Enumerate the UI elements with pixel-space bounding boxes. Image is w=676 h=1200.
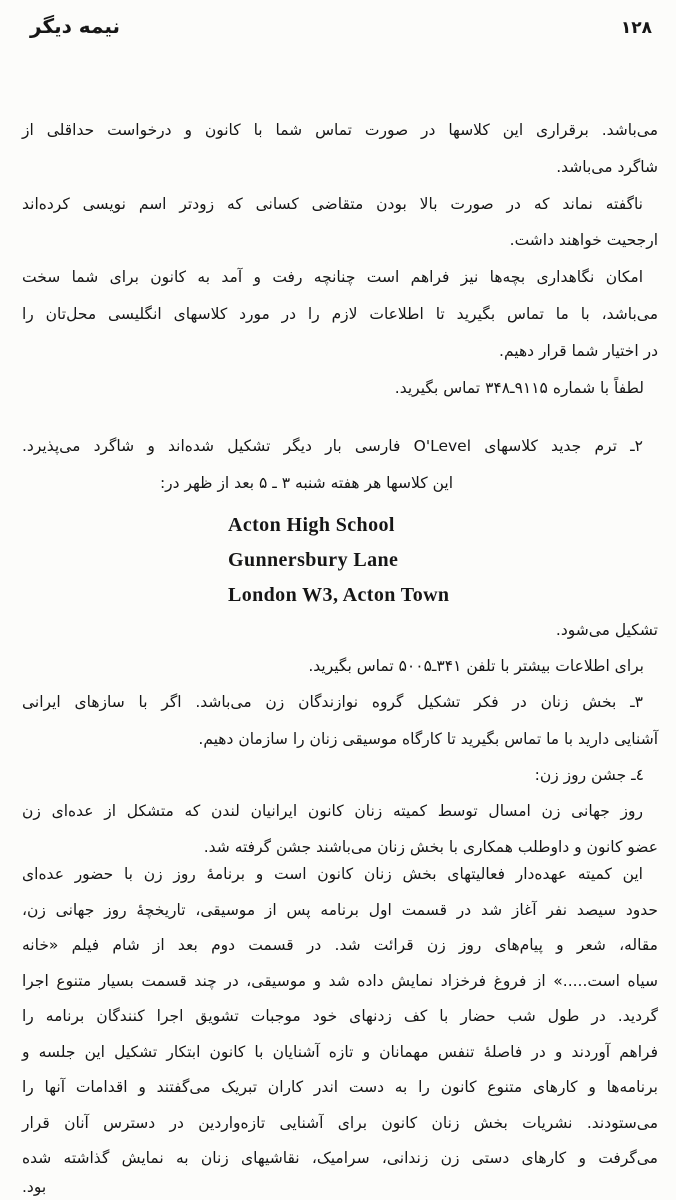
text-line: در اختیار شما قرار دهیم. xyxy=(499,341,658,360)
text-line: عضو کانون و داوطلب همکاری با بخش زنان می‌باشند جشن گرفته شد. xyxy=(203,838,658,857)
text-line: می‌باشد، با ما تماس بگیرید تا اطلاعات لازم را در مورد کلاسهای انگلیسی محل‌تان را xyxy=(22,304,658,323)
intro-paragraphs xyxy=(22,112,658,406)
text-line: آشنایی دارید با ما تماس بگیرید تا کارگاه موسیقی زنان را سازمان دهیم. xyxy=(198,729,658,748)
text-line: London W3, Acton Town xyxy=(228,584,450,606)
text-line: مقاله، شعر و پیام‌های روز زن قرائت شد. در قسمت دوم بعد از شام فیلم «خانه xyxy=(22,936,658,954)
text-line: این کلاسها هر هفته شنبه ‭۵ ـ ۳‬ بعد از ظهر در: xyxy=(159,474,453,492)
text-line: گردید. در طول شب حضار با کف زدنهای خود موجبات تشویق اجرا کنندگان برنامه را xyxy=(22,1007,658,1025)
text-line: شاگرد می‌باشد. xyxy=(556,157,658,176)
olevel-classes-section xyxy=(22,428,658,502)
text-line: Acton High School xyxy=(228,514,395,536)
text-line: ۳ـ بخش زنان در فکر تشکیل گروه نوازندگان زن می‌باشد. اگر با سازهای ایرانی xyxy=(22,693,643,712)
text-line: حدود سیصد نفر آغاز شد در قسمت اول برنامه پس از موسیقی، تاریخچهٔ روز جهانی زن، xyxy=(22,900,658,919)
text-line: می‌گرفت و کارهای دستی زن زندانی، سرامیک، نقاشیهای زنان به نمایش گذاشته شده xyxy=(22,1149,658,1167)
text-line: لطفاً با شماره ‭۳۴۸ـ۹۱۱۵‬ تماس بگیرید. xyxy=(394,378,644,397)
text-line: روز جهانی زن امسال توسط کمیته زنان کانون ایرانیان لندن که متشکل از عده‌ای زن xyxy=(22,801,643,820)
text-line: تشکیل می‌شود. xyxy=(555,621,658,639)
text-line: امکان نگاهداری بچه‌ها نیز فراهم است چنانچه رفت و آمد به کانون برای شما سخت xyxy=(22,268,643,287)
text-line: Gunnersbury Lane xyxy=(228,549,399,571)
text-line: ٤ـ جشن روز زن: xyxy=(534,765,644,784)
womens-day-report xyxy=(22,857,658,1177)
text-line: فراهم آوردند و در فاصلهٔ تنفس مهمانان و تازه آشنایان با کانون ابتکار تشکیل این جلسه و xyxy=(22,1042,658,1061)
text-line: می‌باشد. برقراری این کلاسها در صورت تماس شما با کانون و درخواست حداقلی از xyxy=(22,121,658,139)
announcements-section xyxy=(22,612,658,865)
journal-title: نیمه دیگر xyxy=(30,14,121,38)
text-line: می‌ستودند. نشریات بخش زنان کانون برای آشنایی تازه‌واردین در دسترس آنان قرار xyxy=(22,1113,658,1132)
text-line: بود. xyxy=(22,1178,47,1196)
text-line: سیاه است.....» از فروغ فرخزاد نمایش داده شد و موسیقی، در چند قسمت بسیار متنوع اجرا xyxy=(22,971,658,990)
text-line: این کمیته عهده‌دار فعالیتهای بخش زنان کانون است و برنامهٔ روز زن با حضور عده‌ای xyxy=(22,865,643,883)
school-address xyxy=(228,508,449,613)
text-line: ناگفته نماند که در صورت بالا بودن متقاضی کسانی که زودتر اسم نویسی کرده‌اند xyxy=(22,194,643,213)
page-number: ۱۲۸ xyxy=(620,18,652,38)
closing-word xyxy=(22,1172,658,1200)
text-line: برای اطلاعات بیشتر با تلفن ‭۵۰۰۵ـ۳۴۱‬ تماس بگیرید. xyxy=(308,657,644,676)
text-line: ارجحیت خواهند داشت. xyxy=(509,231,658,250)
text-line: برنامه‌ها و کارهای متنوع کانون را به دست اندر کاران تبریک می‌گفتند و اقدامات آنها را xyxy=(22,1078,658,1096)
text-line: ۲ـ ترم جدید کلاسهای O'Level فارسی بار دیگر تشکیل شده‌اند و شاگرد می‌پذیرد. xyxy=(22,437,643,455)
